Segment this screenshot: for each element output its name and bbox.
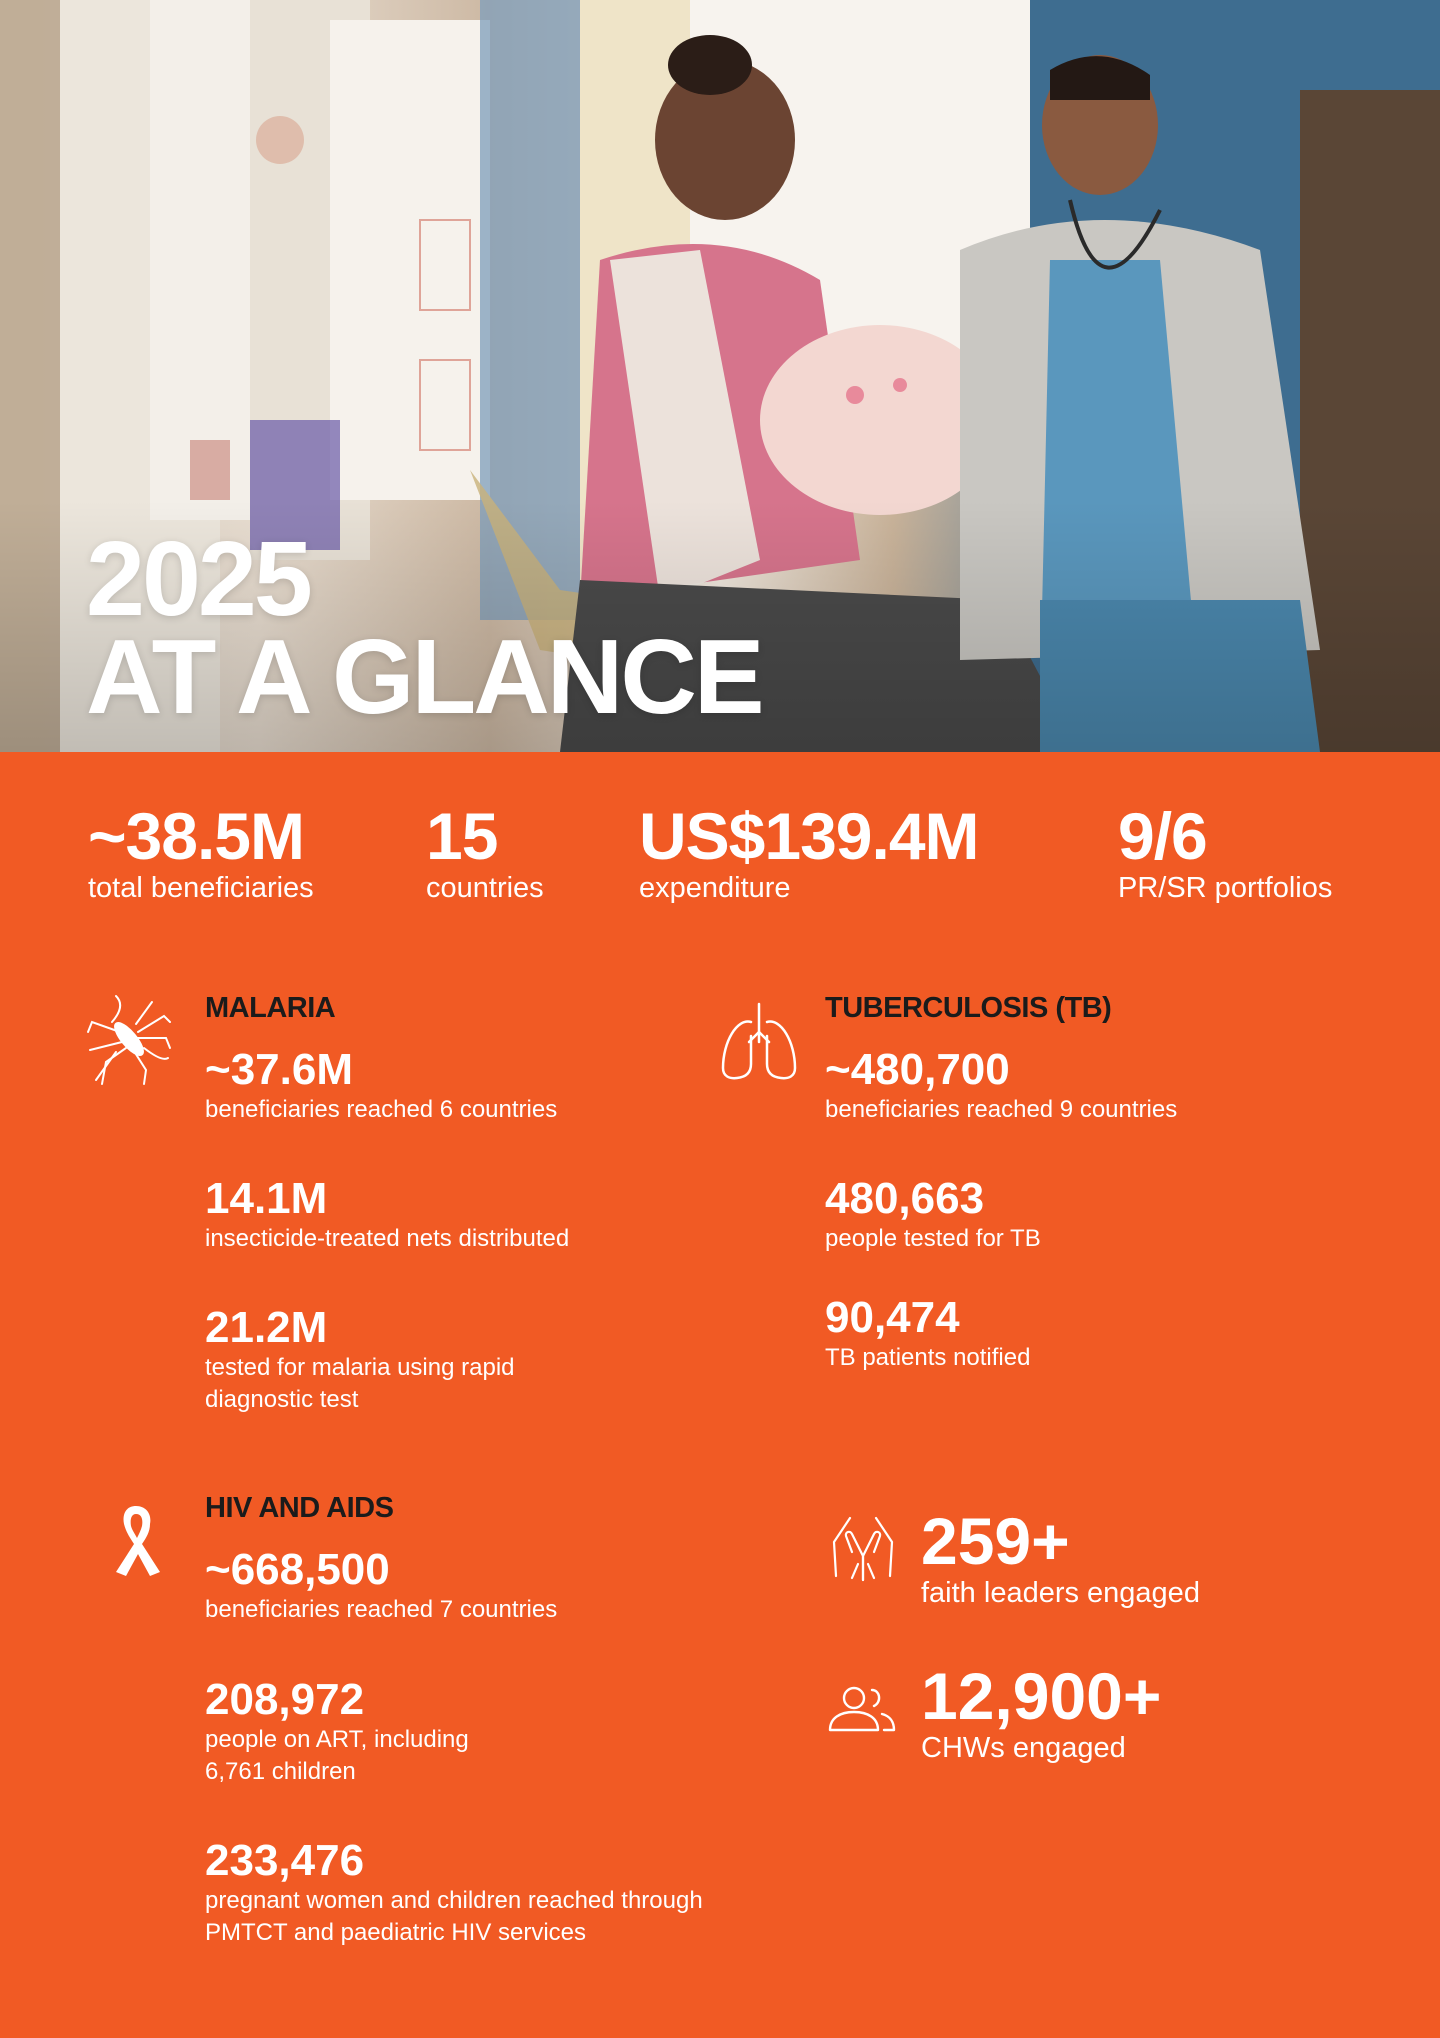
title-line-glance: AT A GLANCE xyxy=(86,618,762,736)
tb-stat-notified xyxy=(825,1294,1030,1374)
stat-label: CHWs engaged xyxy=(921,1732,1126,1764)
stat-value: 90,474 xyxy=(825,1293,960,1342)
mosquito-icon xyxy=(86,992,172,1086)
praying-hands-icon xyxy=(830,1516,896,1582)
kpi-countries xyxy=(426,800,544,904)
stat-value: 480,663 xyxy=(825,1174,985,1223)
hiv-stat-pmtct xyxy=(205,1837,703,1949)
kpi-value: US$139.4M xyxy=(639,799,979,873)
title-line-year: 2025 xyxy=(86,520,310,638)
stat-value: 12,900+ xyxy=(921,1659,1162,1733)
stat-label-line2: PMTCT and paediatric HIV services xyxy=(205,1919,587,1946)
tb-stat-tested xyxy=(825,1175,1041,1255)
stat-label-line1: pregnant women and children reached through xyxy=(205,1887,703,1914)
stat-label-line1: people on ART, including xyxy=(205,1726,469,1753)
stat-label: beneficiaries reached 7 countries xyxy=(205,1596,558,1623)
stat-value: 259+ xyxy=(921,1504,1070,1578)
people-icon xyxy=(828,1684,896,1734)
engagement-faith-leaders xyxy=(921,1506,1200,1610)
stat-label: insecticide-treated nets distributed xyxy=(205,1225,570,1252)
kpi-label: PR/SR portfolios xyxy=(1118,872,1333,904)
stat-value: ~668,500 xyxy=(205,1545,390,1594)
stat-value: ~480,700 xyxy=(825,1045,1010,1094)
engagement-chws xyxy=(921,1661,1161,1765)
stat-value: ~37.6M xyxy=(205,1045,353,1094)
tb-stat-beneficiaries xyxy=(825,1046,1177,1126)
kpi-value: 9/6 xyxy=(1118,799,1207,873)
stat-label-line2: 6,761 children xyxy=(205,1758,356,1785)
stat-label-line2: diagnostic test xyxy=(205,1386,359,1413)
kpi-value: 15 xyxy=(426,799,498,873)
malaria-stat-nets xyxy=(205,1175,569,1255)
hero-photo xyxy=(0,0,1440,752)
kpi-expenditure xyxy=(639,800,979,904)
hiv-stat-beneficiaries xyxy=(205,1546,557,1626)
stat-value: 233,476 xyxy=(205,1836,365,1885)
stat-label-line1: tested for malaria using rapid xyxy=(205,1354,515,1381)
malaria-stat-beneficiaries xyxy=(205,1046,557,1126)
kpi-value: ~38.5M xyxy=(88,799,304,873)
stat-value: 21.2M xyxy=(205,1303,328,1352)
kpi-label: countries xyxy=(426,872,544,904)
malaria-stat-tested xyxy=(205,1304,515,1416)
stat-value: 208,972 xyxy=(205,1675,365,1724)
stat-label: TB patients notified xyxy=(825,1344,1031,1371)
stat-value: 14.1M xyxy=(205,1174,328,1223)
stat-label: people tested for TB xyxy=(825,1225,1041,1252)
kpi-total-beneficiaries xyxy=(88,800,314,904)
lungs-icon xyxy=(719,1002,799,1082)
page-title xyxy=(86,520,762,736)
awareness-ribbon-icon xyxy=(108,1500,164,1578)
stat-label: beneficiaries reached 9 countries xyxy=(825,1096,1178,1123)
stat-label: faith leaders engaged xyxy=(921,1577,1200,1609)
kpi-label: expenditure xyxy=(639,872,791,904)
stat-label: beneficiaries reached 6 countries xyxy=(205,1096,558,1123)
hiv-stat-art xyxy=(205,1676,469,1788)
kpi-portfolios xyxy=(1118,800,1332,904)
kpi-label: total beneficiaries xyxy=(88,872,314,904)
hiv-title: HIV AND AIDS xyxy=(205,1492,394,1524)
malaria-title: MALARIA xyxy=(205,992,336,1024)
tb-title: TUBERCULOSIS (TB) xyxy=(825,992,1112,1024)
